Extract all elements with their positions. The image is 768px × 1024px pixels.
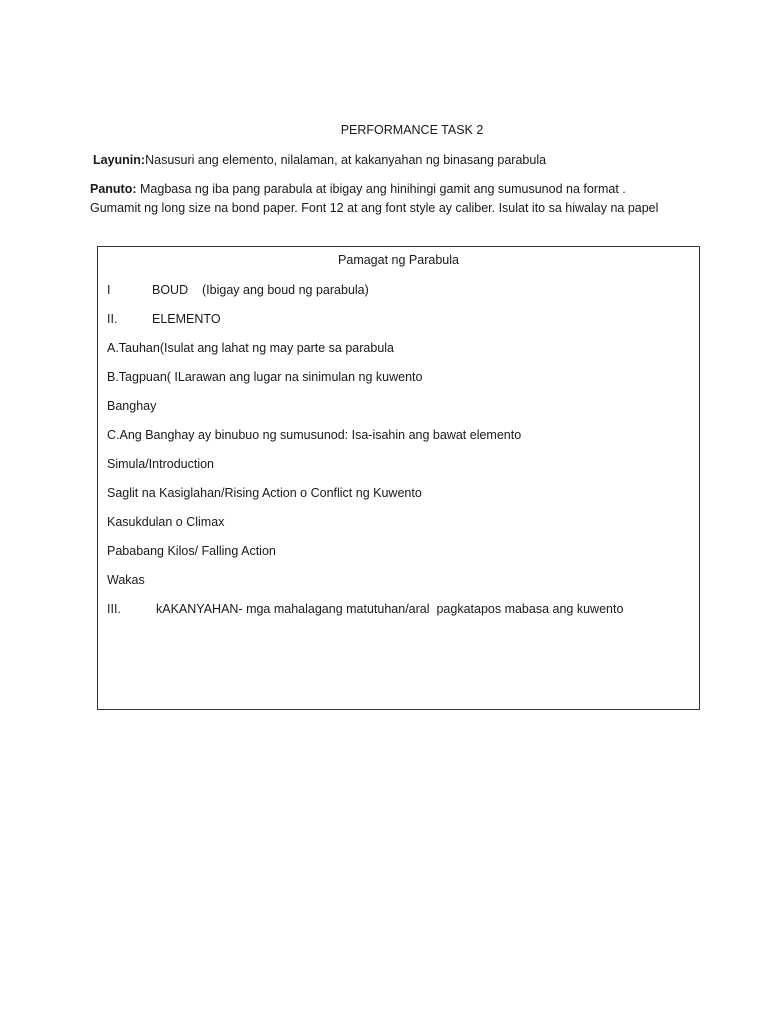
item-number: I xyxy=(107,283,111,297)
item-simula: Simula/Introduction xyxy=(107,457,215,471)
item-number: II. xyxy=(107,312,118,326)
item-number: III. xyxy=(107,602,121,616)
document-title: PERFORMANCE TASK 2 xyxy=(340,123,484,137)
item-kasukdulan: Kasukdulan o Climax xyxy=(107,515,225,529)
item-wakas: Wakas xyxy=(107,573,145,587)
layunin-line xyxy=(93,151,546,169)
item-banghay: Banghay xyxy=(107,399,157,413)
panuto-label: Panuto: xyxy=(90,182,137,196)
item-boud xyxy=(107,283,369,297)
panuto-line-1 xyxy=(90,180,626,198)
item-elemento xyxy=(107,312,221,326)
box-heading: Pamagat ng Parabula xyxy=(338,253,459,267)
item-saglit: Saglit na Kasiglahan/Rising Action o Conflict ng Kuwento xyxy=(107,486,422,500)
panuto-line-2: Gumamit ng long size na bond paper. Font 12 at ang font style ay caliber. Isulat ito sa hiwalay na papel xyxy=(90,201,659,215)
panuto-text-1: Magbasa ng iba pang parabula at ibigay ang hinihingi gamit ang sumusunod na format . xyxy=(136,182,626,196)
item-text: BOUD (Ibigay ang boud ng parabula) xyxy=(152,283,369,297)
item-tagpuan: B.Tagpuan( ILarawan ang lugar na sinimulan ng kuwento xyxy=(107,370,423,384)
item-pababang-kilos: Pababang Kilos/ Falling Action xyxy=(107,544,276,558)
item-kakanyahan xyxy=(107,602,623,616)
item-banghay-desc: C.Ang Banghay ay binubuo ng sumusunod: Isa-isahin ang bawat elemento xyxy=(107,428,522,442)
layunin-text: Nasusuri ang elemento, nilalaman, at kakanyahan ng binasang parabula xyxy=(145,153,547,167)
item-tauhan: A.Tauhan(Isulat ang lahat ng may parte sa parabula xyxy=(107,341,394,355)
layunin-label: Layunin: xyxy=(93,153,146,167)
item-text: kAKANYAHAN- mga mahalagang matutuhan/aral pagkatapos mabasa ang kuwento xyxy=(156,602,624,616)
format-box xyxy=(97,246,700,710)
item-text: ELEMENTO xyxy=(152,312,221,326)
